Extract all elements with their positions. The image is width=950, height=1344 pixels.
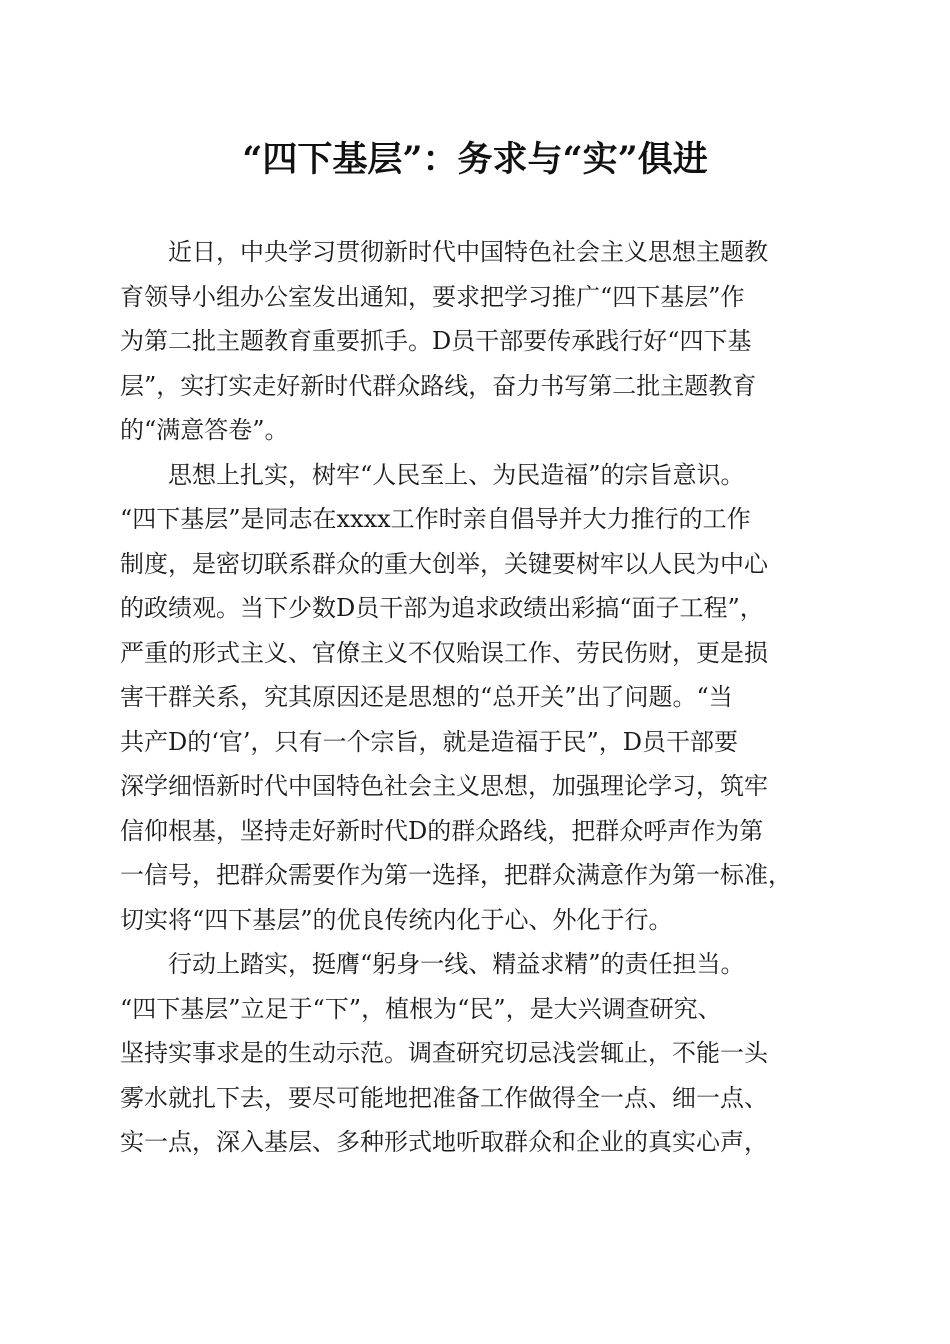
paragraph-line: 制度，是密切联系群众的重大创举，关键要树牢以人民为中心 [120,549,768,578]
paragraph-line: 严重的形式主义、官僚主义不仅贻误工作、劳民伤财，更是损 [120,638,768,667]
paragraph-line: 的“满意答卷”。 [120,416,289,444]
paragraph-line: 思想上扎实，树牢“人民至上、为民造福”的宗旨意识。 [168,460,745,489]
paragraph-line: 育领导小组办公室发出通知，要求把学习推广“四下基层”作 [120,282,745,311]
paragraph-2 [120,453,835,943]
paragraph-line: 共产D的‘官’，只有一个宗旨，就是造福于民”，D员干部要 [120,727,739,756]
paragraph-line: “四下基层”是同志在xxxx工作时亲自倡导并大力推行的工作 [120,505,751,533]
document-body [120,230,835,1165]
paragraph-line: 为第二批主题教育重要抓手。D员干部要传承践行好“四下基 [120,327,752,355]
paragraph-line: 雾水就扎下去，要尽可能地把准备工作做得全一点、细一点、 [120,1083,768,1112]
document-title: “四下基层”：务求与“实”俱进 [242,139,708,180]
paragraph-line: “四下基层”立足于“下”，植根为“民”，是大兴调查研究、 [120,994,722,1023]
paragraph-1 [120,230,835,453]
paragraph-line: 坚持实事求是的生动示范。调查研究切忌浅尝辄止，不能一头 [120,1039,768,1067]
paragraph-3 [120,942,835,1165]
paragraph-line: 深学细悟新时代中国特色社会主义思想，加强理论学习，筑牢 [120,772,768,800]
paragraph-line: 层”，实打实走好新时代群众路线，奋力书写第二批主题教育 [120,371,757,400]
paragraph-line: 实一点，深入基层、多种形式地听取群众和企业的真实心声， [120,1128,768,1156]
paragraph-line: 一信号，把群众需要作为第一选择，把群众满意作为第一标准， [120,861,792,889]
paragraph-line: 近日，中央学习贯彻新时代中国特色社会主义思想主题教 [168,238,768,266]
paragraph-line: 信仰根基，坚持走好新时代D的群众路线，把群众呼声作为第 [120,816,764,845]
paragraph-line: 的政绩观。当下少数D员干部为追求政绩出彩搞“面子工程”， [120,594,764,622]
paragraph-line: 害干群关系，究其原因还是思想的“总开关”出了问题。“当 [120,683,733,711]
paragraph-line: 行动上踏实，挺膺“躬身一线、精益求精”的责任担当。 [168,950,745,978]
paragraph-line: 切实将“四下基层”的优良传统内化于心、外化于行。 [120,905,673,934]
